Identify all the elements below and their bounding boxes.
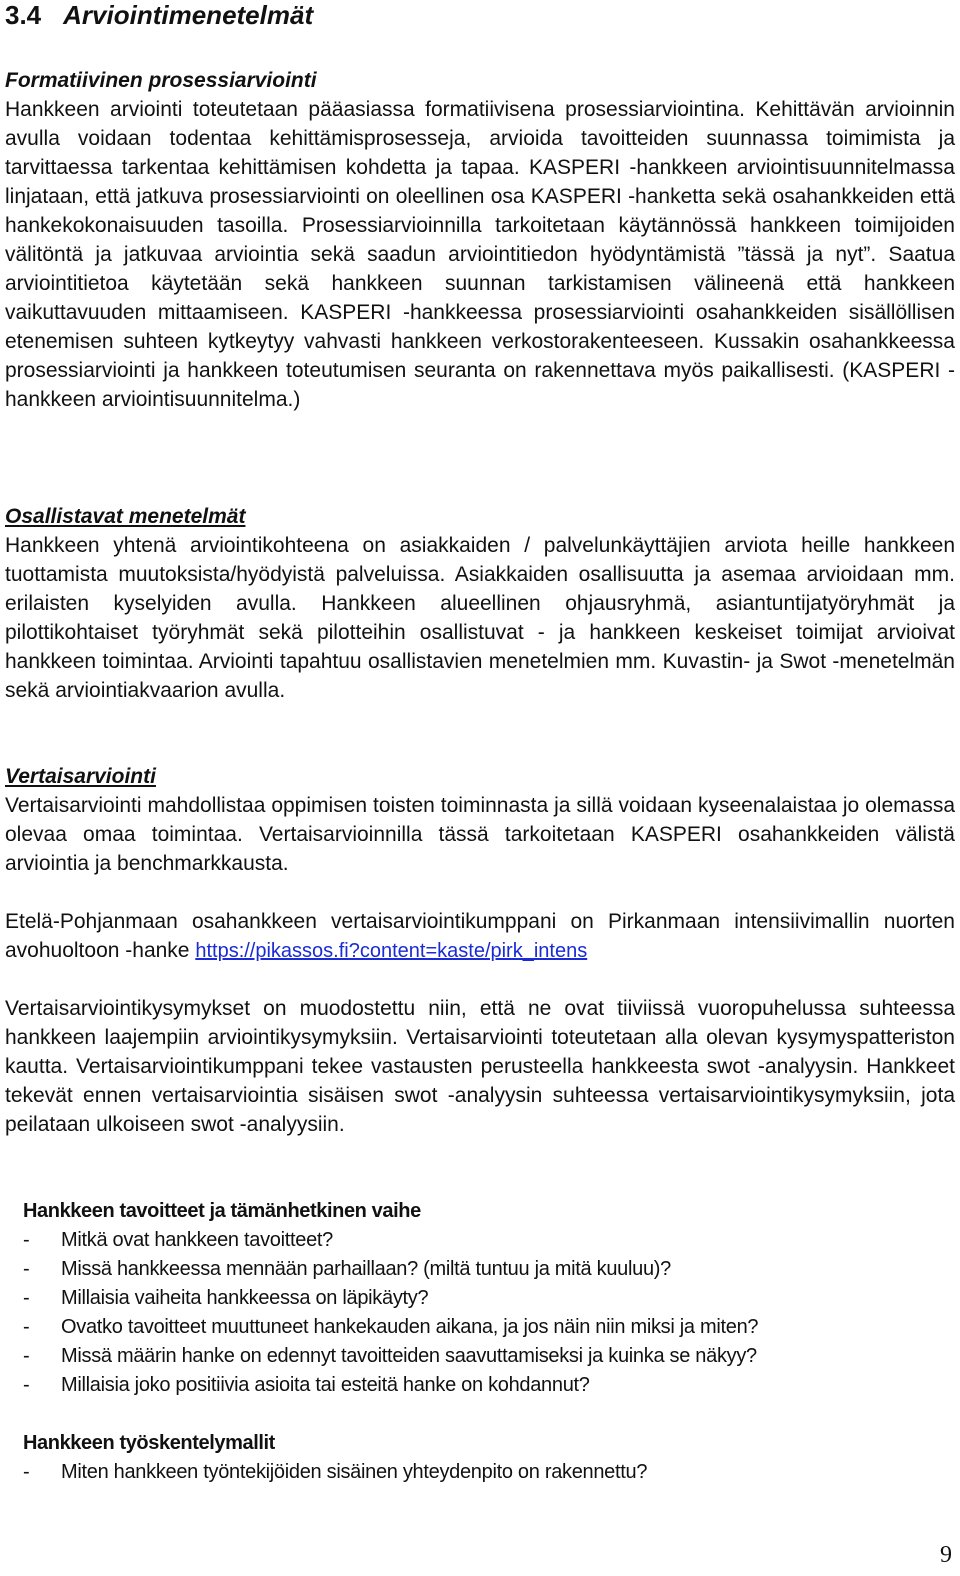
peer-paragraph-1: Vertaisarviointi mahdollistaa oppimisen toisten toiminnasta ja sillä voidaan kyseenalaistaa jo olemassa olevaa omaa toimintaa. Vertaisarvioinnilla tässä tarkoitetaan KASPERI osahankkeiden välistä arviointia ja benchmarkkausta.: [5, 794, 955, 875]
pikassos-link[interactable]: https://pikassos.fi?content=kaste/pirk_intens: [195, 940, 588, 962]
question-item: - Millaisia joko positiivia asioita tai esteitä hanke on kohdannut?: [23, 1374, 590, 1396]
question-item: - Mitkä ovat hankkeen tavoitteet?: [23, 1229, 333, 1251]
section-number: 3.4: [5, 0, 42, 30]
question-list: [23, 1226, 923, 1400]
participatory-paragraph: Hankkeen yhtenä arviointikohteena on asiakkaiden / palvelunkäyttäjien arviota heille hankkeen tuottamista muutoksista/hyödyistä palveluissa. Asiakkaiden osallisuutta ja asemaa arvioidaan mm. erilaisten kyselyiden avulla. Hankkeen alueellinen ohjausryhmä, asiantuntijatyöryhmät ja pilottikohtaiset työryhmät sekä pilotteihin osallistuvat - ja hankkeen keskeiset toimijat arvioivat hankkeen toimintaa. Arviointi tapahtuu osallistavien menetelmien mm. Kuvastin- ja Swot -menetelmän sekä arviointiakvaarion avulla.: [5, 534, 955, 702]
participatory-section: [5, 502, 955, 705]
page-number: 9: [940, 1542, 952, 1568]
formative-paragraph: Hankkeen arviointi toteutetaan pääasiassa formatiivisena prosessiarviointina. Kehittävän arvioinnin avulla voidaan todentaa kehittämisprosesseja, arvioida tavoitteiden suunnassa toimimista ja tarvittaessa tarkentaa kehittämisen kohdetta ja tapaa. KASPERI -hankkeen arviointisuunnitelmassa linjataan, että jatkuva prosessiarviointi on oleellinen osa KASPERI -hanketta sekä osahankkeiden että hankekokonaisuuden tasoilla. Prosessiarvioinnilla tarkoitetaan käytännössä hankkeen toimijoiden välitöntä ja jatkuvaa arviointia sekä saadun arviointitiedon hyödyntämistä ”tässä ja nyt”. Saatua arviointitietoa käytetään sekä hankkeen suunnan tarkistamisen välineenä että hankkeen vaikuttavuuden mittaamiseen. KASPERI -hankkeessa prosessiarviointi osahankkeiden sisällöllisen etenemisen suhteen kytkeytyy vahvasti hankkeen verkostorakenteeseen. Kussakin osahankkeessa prosessiarviointi ja hankkeen toteutumisen seuranta on rakennettava myös paikallisesti. (KASPERI -hankkeen arviointisuunnitelma.): [5, 98, 955, 411]
peer-section: [5, 762, 955, 878]
section-heading: [5, 0, 313, 30]
formative-heading: Formatiivinen prosessiarviointi: [5, 69, 317, 92]
participatory-heading: Osallistavat menetelmät: [5, 505, 246, 528]
question-group-title: Hankkeen työskentelymallit: [23, 1432, 275, 1454]
peer-partner-text: Etelä-Pohjanmaan osahankkeen vertaisarviointikumppani on Pirkanmaan intensiivimallin nuorten avohuoltoon -hanke: [5, 910, 955, 962]
question-item: - Ovatko tavoitteet muuttuneet hankekauden aikana, ja jos näin niin miksi ja miten?: [23, 1316, 759, 1338]
section-title: Arviointimenetelmät: [63, 0, 314, 30]
formative-section: [5, 66, 955, 414]
question-item: - Missä määrin hanke on edennyt tavoitteiden saavuttamiseksi ja kuinka se näkyy?: [23, 1345, 757, 1367]
question-item: - Missä hankkeessa mennään parhaillaan? (miltä tuntuu ja mitä kuuluu)?: [23, 1258, 671, 1280]
peer-partner-section: [5, 907, 955, 966]
peer-heading: Vertaisarviointi: [5, 765, 156, 788]
peer-questions-intro: [5, 994, 955, 1139]
question-group-working-models: [23, 1429, 923, 1487]
question-item: - Millaisia vaiheita hankkeessa on läpikäyty?: [23, 1287, 429, 1309]
question-item: - Miten hankkeen työntekijöiden sisäinen yhteydenpito on rakennettu?: [23, 1461, 648, 1483]
peer-paragraph-2: [5, 907, 955, 966]
question-group-goals: [23, 1197, 923, 1400]
question-list: [23, 1458, 923, 1487]
peer-paragraph-3: Vertaisarviointikysymykset on muodostettu niin, että ne ovat tiiviissä vuoropuhelussa suhteessa hankkeen laajempiin arviointikysymyksiin. Vertaisarviointi toteutetaan alla olevan kysymyspatteriston kautta. Vertaisarviointikumppani tekee vastausten perusteella hankkeesta swot -analyysin. Hankkeet tekevät ennen vertaisarviointia sisäisen swot -analyysin suhteessa vertaisarviointikysymyksiin, jota peilataan ulkoiseen swot -analyysiin.: [5, 997, 955, 1136]
question-group-title: Hankkeen tavoitteet ja tämänhetkinen vaihe: [23, 1200, 421, 1222]
